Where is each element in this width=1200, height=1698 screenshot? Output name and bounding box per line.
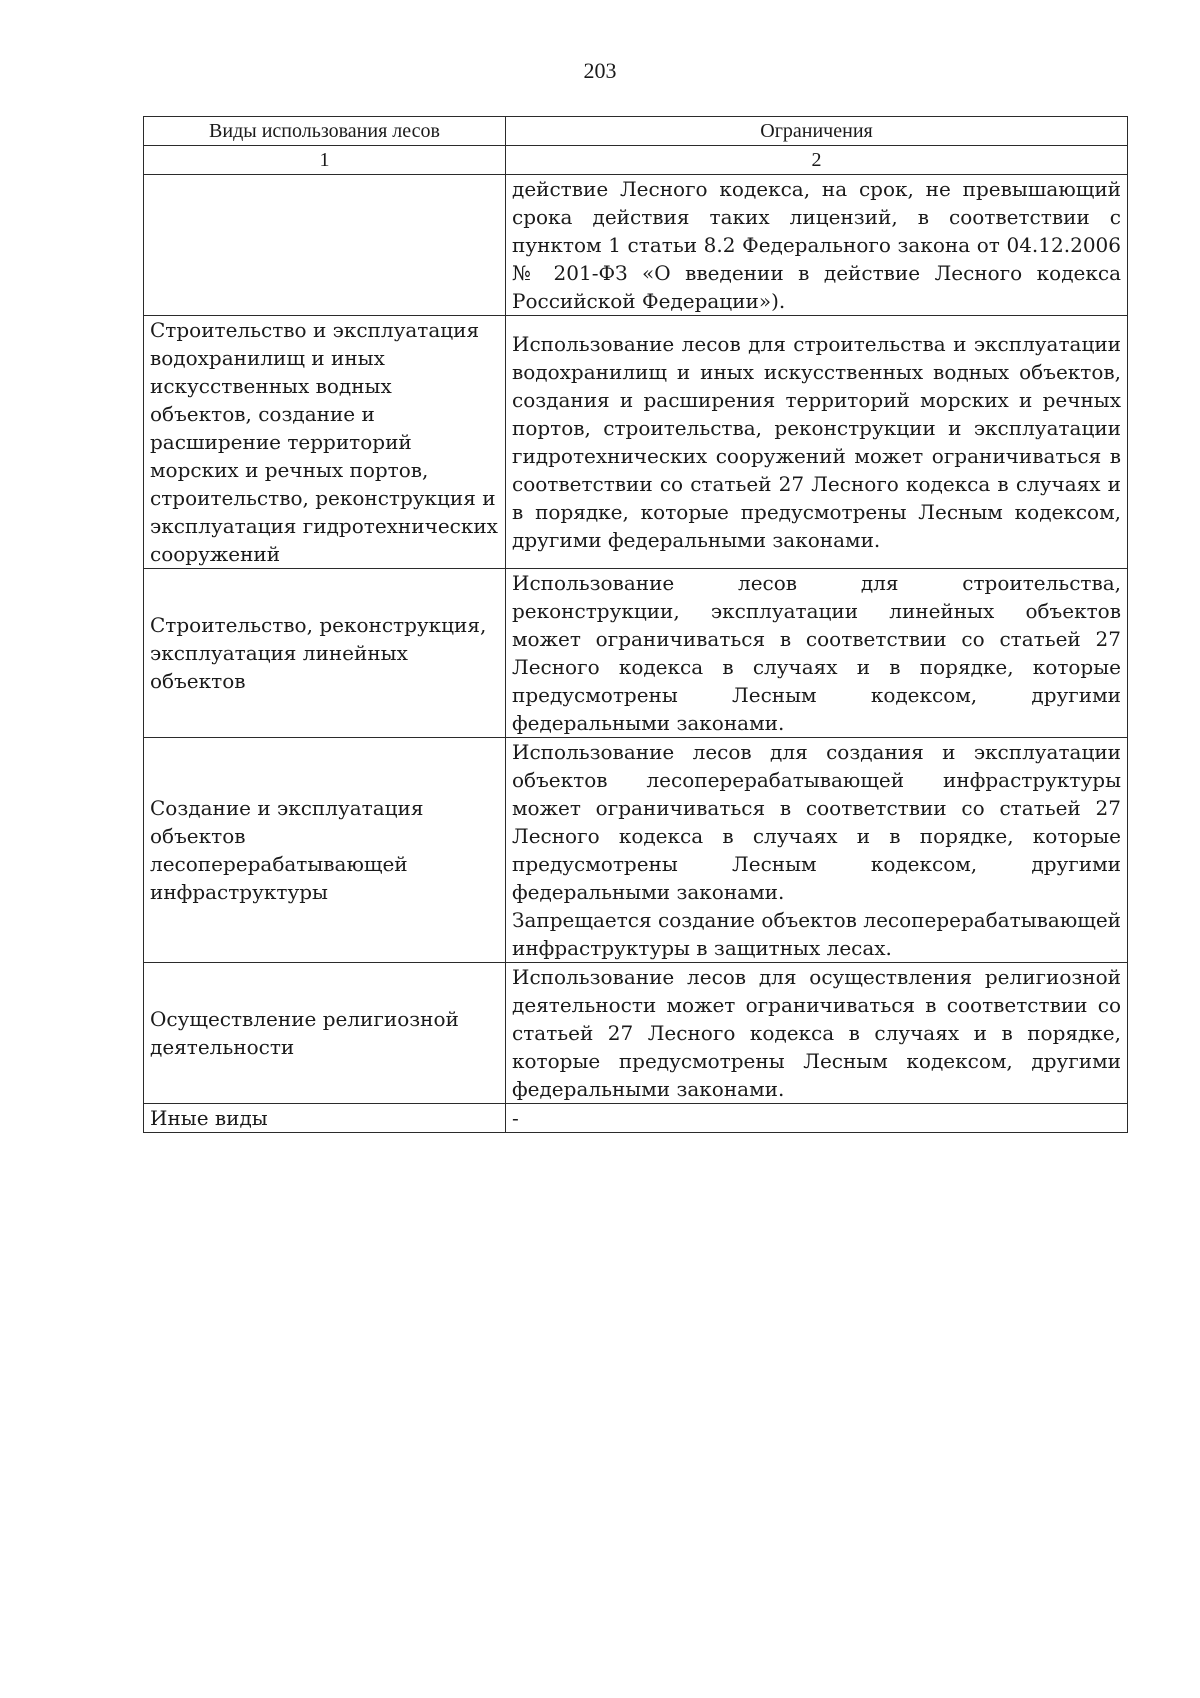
- forest-use-type-cell: [144, 569, 506, 738]
- restrictions-cell: [506, 569, 1128, 738]
- forest-use-type-text: Осуществление религиозной деятельности: [150, 1007, 459, 1059]
- restriction-paragraph: -: [512, 1106, 519, 1130]
- restriction-paragraph: Использование лесов для осуществления религиозной деятельности может ограничиваться в соответствии со статьей 27 Лесного кодекса в случаях и в порядке, которые предусмотрены Лесным кодексом, другими федеральными законами.: [512, 965, 1121, 1101]
- forest-use-type-cell: [144, 963, 506, 1104]
- restrictions-cell: [506, 175, 1128, 316]
- forest-use-type-text: Создание и эксплуатация объектов лесоперерабатывающей инфраструктуры: [150, 796, 424, 904]
- table-header-row: [144, 117, 1128, 146]
- page-number: 203: [583, 58, 617, 83]
- restriction-paragraph: Запрещается создание объектов лесоперерабатывающей инфраструктуры в защитных лесах.: [512, 908, 1121, 960]
- restriction-paragraph: действие Лесного кодекса, на срок, не превышающий срока действия таких лицензий, в соответствии с пунктом 1 статьи 8.2 Федерального закона от 04.12.2006 № 201-ФЗ «О введении в действие Лесного кодекса Российской Федерации»).: [512, 177, 1121, 313]
- column-number-2: 2: [506, 146, 1128, 175]
- column-header-restrictions: Ограничения: [506, 117, 1128, 146]
- forest-use-type-cell: [144, 738, 506, 963]
- forest-use-restrictions-table: [143, 116, 1128, 1133]
- forest-use-type-text: Строительство и эксплуатация водохранилищ и иных искусственных водных объектов, создание и расширение территорий морских и речных портов, строительство, реконструкция и эксплуатация гидротехнических сооружений: [150, 318, 498, 566]
- column-number-row: [144, 146, 1128, 175]
- table-row: [144, 175, 1128, 316]
- table-row: [144, 963, 1128, 1104]
- forest-use-type-cell: Иные виды: [144, 1104, 506, 1133]
- forest-use-type-text: Строительство, реконструкция, эксплуатация линейных объектов: [150, 613, 487, 693]
- restriction-paragraph: Использование лесов для создания и эксплуатации объектов лесоперерабатывающей инфраструктуры может ограничиваться в соответствии со статьей 27 Лесного кодекса в случаях и в порядке, которые предусмотрены Лесным кодексом, другими федеральными законами.: [512, 740, 1121, 904]
- table-row: [144, 738, 1128, 963]
- restriction-paragraph: Использование лесов для строительства, реконструкции, эксплуатации линейных объектов может ограничиваться в соответствии со статьей 27 Лесного кодекса в случаях и в порядке, которые предусмотрены Лесным кодексом, другими федеральными законами.: [512, 571, 1121, 735]
- restrictions-cell: [506, 316, 1128, 569]
- column-number-1: 1: [144, 146, 506, 175]
- table-row: [144, 1104, 1128, 1133]
- table-row: [144, 569, 1128, 738]
- restrictions-cell: [506, 1104, 1128, 1133]
- restrictions-cell: [506, 738, 1128, 963]
- restrictions-cell: [506, 963, 1128, 1104]
- column-header-types: Виды использования лесов: [144, 117, 506, 146]
- forest-use-type-cell: [144, 316, 506, 569]
- table-row: [144, 316, 1128, 569]
- forest-use-type-cell: [144, 175, 506, 316]
- restriction-paragraph: Использование лесов для строительства и эксплуатации водохранилищ и иных искусственных водных объектов, создания и расширения территорий морских и речных портов, строительства, реконструкции и эксплуатации гидротехнических сооружений может ограничиваться в соответствии со статьей 27 Лесного кодекса в случаях и в порядке, которые предусмотрены Лесным кодексом, другими федеральными законами.: [512, 332, 1121, 552]
